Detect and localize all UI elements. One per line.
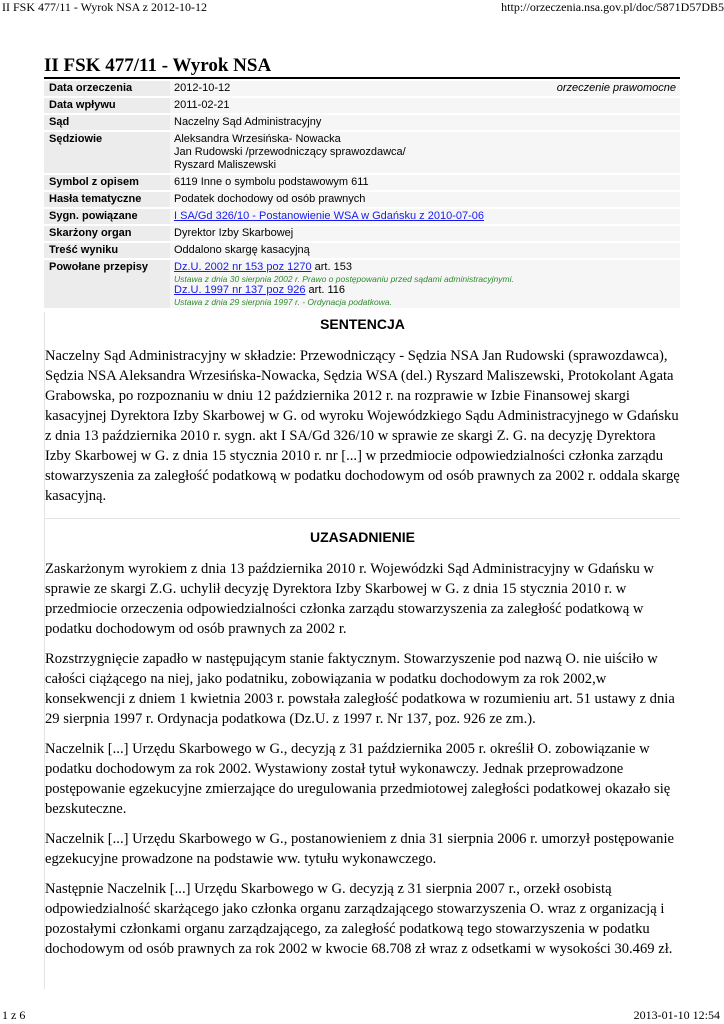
value-keywords: Podatek dochodowy od osób prawnych xyxy=(170,192,680,207)
judge-name: Ryszard Maliszewski xyxy=(174,159,277,171)
document-title: II FSK 477/11 - Wyrok NSA xyxy=(44,55,272,76)
print-header-title: II FSK 477/11 - Wyrok NSA z 2012-10-12 xyxy=(2,0,207,14)
row-court xyxy=(44,115,680,130)
law-article: art. 116 xyxy=(305,284,346,296)
sentencja-section xyxy=(44,312,680,519)
paragraph: Naczelnik [...] Urzędu Skarbowego w G., postanowieniem z dnia 31 sierpnia 2006 r. umorzył postępowanie egzekucyjne prowadzone na podstawie ww. tytułu wykonawczego. xyxy=(45,831,674,867)
law-note: Ustawa z dnia 30 sierpnia 2002 r. Prawo o postępowaniu przed sądami administracyjnymi. xyxy=(174,274,514,284)
row-keywords xyxy=(44,192,680,207)
sentencja-text: Naczelny Sąd Administracyjny w składzie: Przewodniczący - Sędzia NSA Jan Rudowski (sprawozdawca), Sędzia NSA Aleksandra Wrzesińska-Nowacka, Sędzia WSA (del.) Ryszard Maliszewski, Protokolant Agata Grabowska, po rozpoznaniu w dniu 12 października 2012 r. na rozprawie w Izbie Finansowej skargi kasacyjnej Dyrektora Izby Skarbowej w G. od wyroku Wojewódzkiego Sądu Administracyjnego w Gdańsku z dnia 13 października 2010 r. sygn. akt I SA/Gd 326/10 w sprawie ze skargi Z. G. na decyzję Dyrektora Izby Skarbowej w G. z dnia 15 stycznia 2010 r. nr [...] w przedmiocie odpowiedzialności członka zarządu stowarzyszenia za zaległość podatkową w podatku dochodowym od osób prawnych za 2002 r. oddala skargę kasacyjną. xyxy=(45,348,680,504)
label-related: Sygn. powiązane xyxy=(44,209,170,224)
paragraph: Rozstrzygnięcie zapadło w następującym stanie faktycznym. Stowarzyszenie pod nazwą O. nie uiściło w całości ciążącego na niej, jako podatniku, zobowiązania w podatku dochodowym za rok 2002,w konsekwencji z dniem 1 kwietnia 2003 r. powstała zaległość podatkowa w rozumieniu art. 51 ustawy z dnia 29 sierpnia 1997 r. Ordynacja podatkowa (Dz.U. z 1997 r. Nr 137, poz. 926 ze zm.). xyxy=(45,651,675,727)
document xyxy=(44,55,680,989)
label-keywords: Hasła tematyczne xyxy=(44,192,170,207)
row-result xyxy=(44,243,680,258)
value-result: Oddalono skargę kasacyjną xyxy=(170,243,680,258)
paragraph: Następnie Naczelnik [...] Urzędu Skarbowego w G. decyzją z 31 sierpnia 2007 r., orzekł osobistą odpowiedzialność skarżącego jako członka organu zarządzającego stowarzyszenia O. wraz z organizacją i pozostałymi członkami organu zarządzającego, za zaległość podatkową tego stowarzyszenia w podatku dochodowym od osób prawnych za rok 2002 w kwocie 68.708 zł wraz z odsetkami w wysokości 30.469 zł. xyxy=(45,881,673,957)
section-heading: UZASADNIENIE xyxy=(309,529,415,545)
law-entry xyxy=(174,261,676,284)
label-received: Data wpływu xyxy=(44,98,170,113)
label-defendant: Skarżony organ xyxy=(44,226,170,241)
value-court: Naczelny Sąd Administracyjny xyxy=(170,115,680,130)
value-date: 2012-10-12 xyxy=(174,82,231,94)
paragraph: Naczelnik [...] Urzędu Skarbowego w G., decyzją z 31 października 2005 r. określił O. zobowiązanie w podatku dochodowym za rok 2002. Wystawiony został tytuł wykonawczy. Jednak przeprowadzone postępowanie egzekucyjne zmierzające do uregulowania przedmiotowej zaległości podatkowej okazało się bezskuteczne. xyxy=(45,741,671,817)
related-case-link[interactable]: I SA/Gd 326/10 - Postanowienie WSA w Gdańsku z 2010-07-06 xyxy=(174,210,485,222)
law-article: art. 153 xyxy=(311,261,352,273)
section-heading: SENTENCJA xyxy=(320,316,405,332)
page-number: 1 z 6 xyxy=(2,1008,26,1022)
print-header-url[interactable]: http://orzeczenia.nsa.gov.pl/doc/5871D57DB5 xyxy=(501,0,724,14)
label-judges: Sędziowie xyxy=(44,132,170,173)
paragraph: Zaskarżonym wyrokiem z dnia 13 października 2010 r. Wojewódzki Sąd Administracyjny w Gdańsku w sprawie ze skargi Z.G. uchylił decyzję Dyrektora Izby Skarbowej w G. z dnia 15 stycznia 2010 r. w przedmiocie orzeczenia odpowiedzialności członka zarządu stowarzyszenia za zaległość podatkową w podatku dochodowym od osób prawnych za 2002 r. xyxy=(45,561,654,637)
print-datetime: 2013-01-10 12:54 xyxy=(633,1008,720,1022)
row-received xyxy=(44,98,680,113)
row-related xyxy=(44,209,680,224)
law-note: Ustawa z dnia 29 sierpnia 1997 r. - Ordynacja podatkowa. xyxy=(174,297,392,307)
judge-name: Jan Rudowski /przewodniczący sprawozdawca/ xyxy=(174,146,406,158)
law-link[interactable]: Dz.U. 2002 nr 153 poz 1270 xyxy=(174,261,312,273)
label-court: Sąd xyxy=(44,115,170,130)
label-date: Data orzeczenia xyxy=(44,81,170,96)
row-judges xyxy=(44,132,680,173)
value-symbol: 6119 Inne o symbolu podstawowym 611 xyxy=(170,175,680,190)
row-symbol xyxy=(44,175,680,190)
label-symbol: Symbol z opisem xyxy=(44,175,170,190)
row-date xyxy=(44,81,680,96)
uzasadnienie-section xyxy=(44,519,680,989)
metadata-table xyxy=(44,79,680,310)
label-result: Treść wyniku xyxy=(44,243,170,258)
law-entry xyxy=(174,284,676,307)
label-laws: Powołane przepisy xyxy=(44,260,170,308)
value-defendant: Dyrektor Izby Skarbowej xyxy=(170,226,680,241)
row-defendant xyxy=(44,226,680,241)
judge-name: Aleksandra Wrzesińska- Nowacka xyxy=(174,133,341,145)
law-link[interactable]: Dz.U. 1997 nr 137 poz 926 xyxy=(174,284,306,296)
status-badge: orzeczenie prawomocne xyxy=(556,82,676,94)
value-received: 2011-02-21 xyxy=(170,98,680,113)
row-laws xyxy=(44,260,680,308)
